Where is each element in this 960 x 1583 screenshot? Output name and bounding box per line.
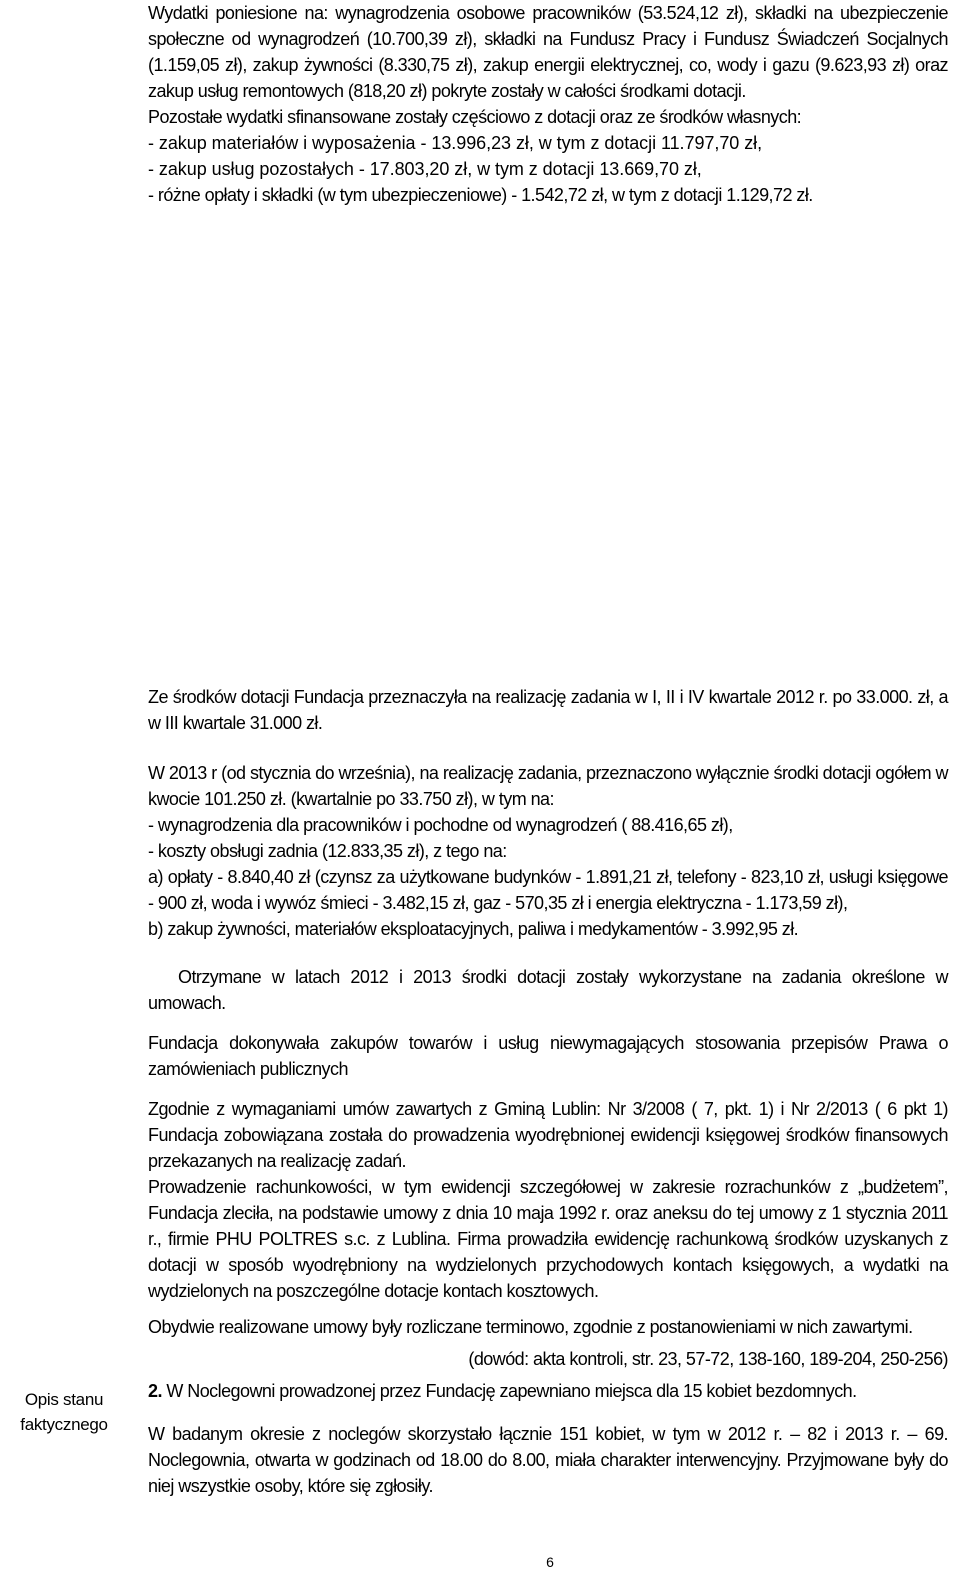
accounting-section <box>148 1096 948 1304</box>
margin-label: Opis stanu faktycznego <box>20 1390 108 1434</box>
shelter-stats-paragraph: W badanym okresie z noclegów skorzystało łącznie 151 kobiet, w tym w 2012 r. – 82 i 2013 r. – 69. Noclegownia, otwarta w godzinach od 18.00 do 8.00, miała charakter interwencyjny. Przyjmowane były do niej wszystkie osoby, które się zgłosiły. <box>148 1424 948 1496</box>
grant-allocation-paragraph: Ze środków dotacji Fundacja przeznaczyła na realizację zadania w I, II i IV kwartale 2012 r. po 33.000. zł, a w III kwartale 31.000 zł. <box>148 687 948 733</box>
procurement-section <box>148 1030 948 1082</box>
bookkeeping-paragraph: Prowadzenie rachunkowości, w tym ewidencji szczegółowej w zakresie rozrachunków z „budżetem”, Fundacja zleciła, na podstawie umowy z dnia 10 maja 1992 r. oraz aneksu do tej umowy z 1 stycznia 2011 r., firmie PHU POLTRES s.c. z Lublina. Firma prowadziła ewidencję rachunkową środków uzyskanych z dotacji w sposób wyodrębniony na wydzielonych przychodowych kontach księgowych, a wydatki na wydzielonych na poszczególne dotacje kontach kosztowych. <box>148 1177 948 1301</box>
expenses-paragraph: Wydatki poniesione na: wynagrodzenia osobowe pracowników (53.524,12 zł), składki na ubezpieczenie społeczne od wynagrodzeń (10.700,39 zł), składki na Fundusz Pracy i Fundusz Świadczeń Socjalnych (1.159,05 zł), zakup żywności (8.330,75 zł), zakup energii elektrycznej, co, wody i gazu (9.623,93 zł) oraz zakup usług remontowych (818,20 zł) pokryte zostały w całości środkami dotacji. <box>148 3 948 101</box>
list-item: - wynagrodzenia dla pracowników i pochodne od wynagrodzeń ( 88.416,65 zł), <box>148 815 733 835</box>
page-number: 6 <box>546 1554 554 1570</box>
shelter-section <box>148 1378 948 1499</box>
grant-2013-section <box>148 760 948 942</box>
agreement-paragraph: Zgodnie z wymaganiami umów zawartych z Gminą Lublin: Nr 3/2008 ( 7, pkt. 1) i Nr 2/2013 ( 6 pkt 1) Fundacja zobowiązana została do prowadzenia wyodrębnionej ewidencji księgowej środków finansowych przekazanych na realizację zadań. <box>148 1099 948 1171</box>
settlement-section <box>148 1314 948 1340</box>
grant-allocation-section <box>148 684 948 736</box>
grant-2013-paragraph: W 2013 r (od stycznia do września), na realizację zadania, przeznaczono wyłącznie środki dotacji ogółem w kwocie 101.250 zł. (kwartalnie po 33.750 zł), w tym na: <box>148 763 948 809</box>
evidence-text: (dowód: akta kontroli, str. 23, 57-72, 138-160, 189-204, 250-256) <box>468 1349 948 1369</box>
shelter-text: W Noclegowni prowadzonej przez Fundację zapewniano miejsca dla 15 kobiet bezdomnych. <box>161 1381 857 1401</box>
evidence-reference <box>148 1346 948 1372</box>
procurement-paragraph: Fundacja dokonywała zakupów towarów i usług niewymagających stosowania przepisów Prawa o zamówieniach publicznych <box>148 1033 948 1079</box>
list-item: - koszty obsługi zadnia (12.833,35 zł), z tego na: <box>148 841 507 861</box>
list-item: - różne opłaty i składki (w tym ubezpieczeniowe) - 1.542,72 zł, w tym z dotacji 1.129,72 zł. <box>148 185 813 205</box>
expenses-section <box>148 0 948 208</box>
list-item: - zakup materiałów i wyposażenia - 13.996,23 zł, w tym z dotacji 11.797,70 zł, <box>148 133 763 153</box>
conclusions-section <box>148 964 948 1016</box>
list-item: - zakup usług pozostałych - 17.803,20 zł, w tym z dotacji 13.669,70 zł, <box>148 159 702 179</box>
list-item-a: a) opłaty - 8.840,40 zł (czynsz za użytkowane budynków - 1.891,21 zł, telefony - 823,10 zł, usługi księgowe - 900 zł, woda i wywóz śmieci - 3.482,15 zł, gaz - 570,35 zł i energia elektryczna - 1.173,59 zł), <box>148 867 948 913</box>
section-number: 2. <box>148 1381 162 1401</box>
grant-usage-paragraph: Otrzymane w latach 2012 i 2013 środki dotacji zostały wykorzystane na zadania określone w umowach. <box>148 967 948 1013</box>
settlement-paragraph: Obydwie realizowane umowy były rozliczane terminowo, zgodnie z postanowieniami w nich zawartymi. <box>148 1317 913 1337</box>
list-item-b: b) zakup żywności, materiałów eksploatacyjnych, paliwa i medykamentów - 3.992,95 zł. <box>148 919 799 939</box>
other-expenses-paragraph: Pozostałe wydatki sfinansowane zostały częściowo z dotacji oraz ze środków własnych: <box>148 107 802 127</box>
shelter-paragraph <box>148 1378 948 1404</box>
